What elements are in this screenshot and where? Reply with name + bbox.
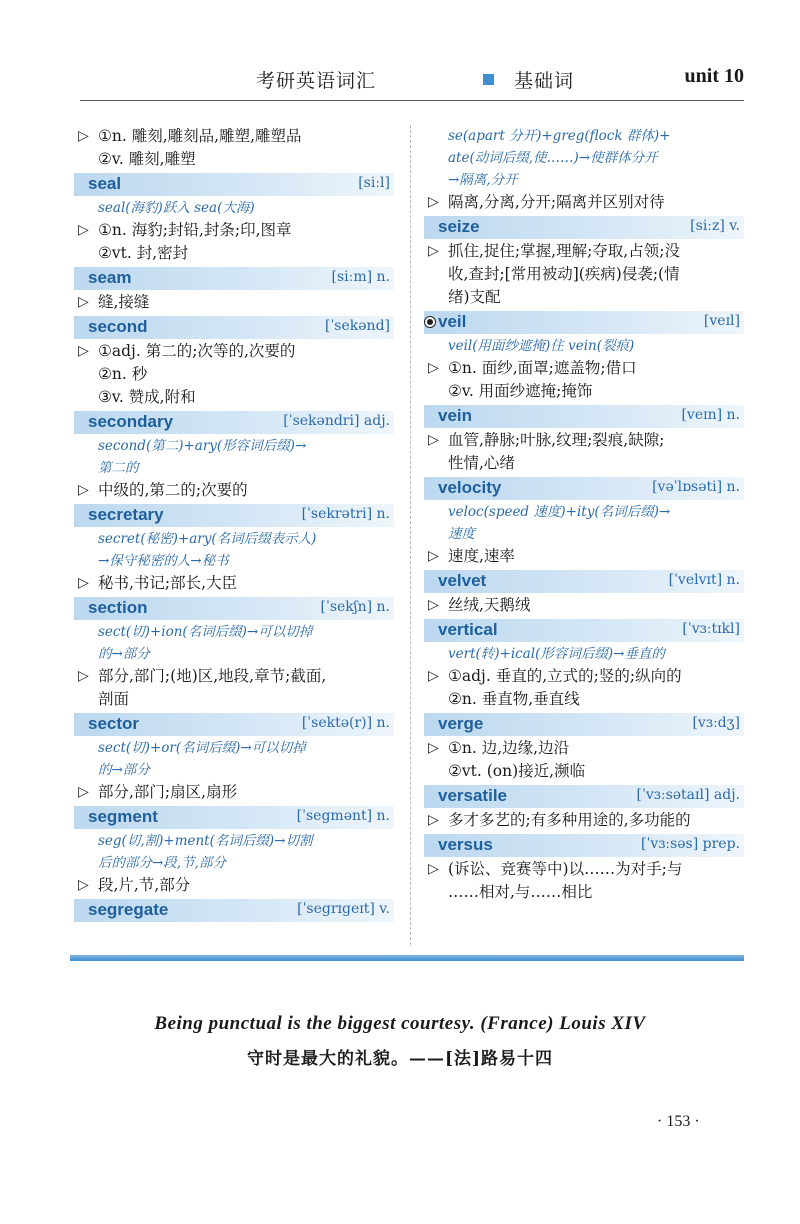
headword: verge xyxy=(438,714,484,733)
etymology xyxy=(74,737,394,781)
pronunciation: [ˈvɜːsəs] prep. xyxy=(641,836,740,852)
headword: segment xyxy=(88,807,158,826)
word-entry xyxy=(424,713,744,783)
definition-line: ②vt. (on)接近,濒临 xyxy=(448,762,586,780)
definition xyxy=(74,291,394,314)
triangle-icon: ▷ xyxy=(78,877,89,893)
pronunciation: [vɜːdʒ] xyxy=(692,715,740,731)
pronunciation: [ˈvelvɪt] n. xyxy=(668,572,740,588)
quote-chinese: 守时是最大的礼貌。——[法]路易十四 xyxy=(246,1049,554,1069)
definition-line: 性情,心绪 xyxy=(448,454,515,472)
continued-definition xyxy=(424,191,744,214)
headword: seal xyxy=(88,174,122,193)
word-entry xyxy=(74,597,394,711)
etymology-line: sect(切)+or(名词后缀)→可以切掉 xyxy=(98,740,306,756)
word-entry xyxy=(424,785,744,832)
headword-bar xyxy=(424,570,744,593)
pronunciation: [ˈsekʃn] n. xyxy=(320,599,390,615)
triangle-icon: ▷ xyxy=(428,812,439,828)
headword-bar xyxy=(424,477,744,500)
definition-line: 部分,部门;(地)区,地段,章节;截面, xyxy=(98,667,327,685)
etymology-line: secret(秘密)+ary(名词后缀表示人) xyxy=(98,531,317,547)
etymology xyxy=(74,621,394,665)
key-word-bullet-icon xyxy=(424,316,436,328)
triangle-icon: ▷ xyxy=(78,128,89,144)
word-entry xyxy=(74,267,394,314)
pronunciation: [veɪl] xyxy=(703,313,740,329)
word-entry xyxy=(74,713,394,804)
pronunciation: [siːm] n. xyxy=(331,269,390,285)
triangle-icon: ▷ xyxy=(78,482,89,498)
headword-bar xyxy=(74,411,394,434)
pronunciation: [siːl] xyxy=(358,175,390,191)
etymology-line: veil(用面纱遮掩)住 vein(裂痕) xyxy=(448,338,635,354)
definition-line: 秘书,书记;部长,大臣 xyxy=(98,574,238,592)
book-title: 考研英语词汇 xyxy=(256,70,377,92)
headword-bar xyxy=(424,834,744,857)
headword: seize xyxy=(438,217,480,236)
headword-bar xyxy=(74,267,394,290)
headword: secretary xyxy=(88,505,164,524)
word-entry xyxy=(424,405,744,475)
definition-line: 收,查封;[常用被动](疾病)侵袭;(情 xyxy=(448,265,680,283)
column-divider xyxy=(410,125,411,945)
headword: velocity xyxy=(438,478,502,497)
definition-line: 段,片,节,部分 xyxy=(98,876,191,894)
etymology-line: sect(切)+ion(名词后缀)→可以切掉 xyxy=(98,624,313,640)
definition-line: 缝,接缝 xyxy=(98,293,150,311)
definition-line: ……相对,与……相比 xyxy=(448,883,593,901)
definition-line: 速度,速率 xyxy=(448,547,515,565)
headword: second xyxy=(88,317,148,336)
headword: seam xyxy=(88,268,132,287)
definition-line: ①n. 雕刻,雕刻品,雕塑,雕塑品 xyxy=(98,127,302,145)
etymology-line: seg(切,割)+ment(名词后缀)→切割 xyxy=(98,833,313,849)
definition-line: 中级的,第二的;次要的 xyxy=(98,481,248,499)
triangle-icon: ▷ xyxy=(78,784,89,800)
etymology-line: vert(转)+ical(形容词后缀)→垂直的 xyxy=(448,646,665,662)
triangle-icon: ▷ xyxy=(428,740,439,756)
definition-line: ①n. 海豹;封铅,封条;印,图章 xyxy=(98,221,292,239)
triangle-icon: ▷ xyxy=(78,668,89,684)
bottom-rule xyxy=(70,955,744,961)
etymology xyxy=(424,501,744,545)
headword: segregate xyxy=(88,900,169,919)
definition xyxy=(74,479,394,502)
pronunciation: [ˈsekrətri] n. xyxy=(301,506,390,522)
definition-line: 部分,部门;扇区,扇形 xyxy=(98,783,238,801)
headword: sector xyxy=(88,714,140,733)
headword: secondary xyxy=(88,412,174,431)
headword: versus xyxy=(438,835,493,854)
pronunciation: [ˈsektə(r)] n. xyxy=(301,715,390,731)
etymology xyxy=(424,335,744,357)
etymology-line: 速度 xyxy=(448,526,475,542)
continued-definition xyxy=(74,125,394,171)
definition-line: ②v. 用面纱遮掩;掩饰 xyxy=(448,382,593,400)
pronunciation: [ˈsegrɪgeɪt] v. xyxy=(297,901,390,917)
definition-line: ②v. 雕刻,雕塑 xyxy=(98,150,196,168)
headword-bar xyxy=(74,316,394,339)
triangle-icon: ▷ xyxy=(78,343,89,359)
headword-bar xyxy=(424,785,744,808)
definition-line: ②vt. 封,密封 xyxy=(98,244,189,262)
definition-line: ①n. 面纱,面罩;遮盖物;借口 xyxy=(448,359,637,377)
page-header xyxy=(80,64,744,98)
etymology-line: ate(动词后缀,使……)→使群体分开 xyxy=(448,150,658,166)
word-entry xyxy=(74,504,394,595)
headword-bar xyxy=(74,899,394,922)
definition-line: ①n. 边,边缘,边沿 xyxy=(448,739,570,757)
definition-line: ①adj. 第二的;次等的,次要的 xyxy=(98,342,296,360)
headword-bar xyxy=(74,597,394,620)
headword: versatile xyxy=(438,786,507,805)
headword-bar xyxy=(424,405,744,428)
headword-bar xyxy=(74,713,394,736)
triangle-icon: ▷ xyxy=(428,548,439,564)
pronunciation: [ˈsegmənt] n. xyxy=(296,808,390,824)
etymology-line: seal(海豹)跃入 sea(大海) xyxy=(98,200,255,216)
definition xyxy=(424,429,744,475)
pronunciation: [ˈvɜːtɪkl] xyxy=(682,621,740,637)
etymology xyxy=(74,830,394,874)
pronunciation: [veɪn] n. xyxy=(681,407,740,423)
definition xyxy=(74,874,394,897)
triangle-icon: ▷ xyxy=(428,861,439,877)
pronunciation: [siːz] v. xyxy=(690,218,740,234)
definition xyxy=(424,737,744,783)
headword-bar xyxy=(74,504,394,527)
word-entry xyxy=(74,411,394,502)
headword: section xyxy=(88,598,148,617)
definition xyxy=(424,240,744,309)
continued-etymology xyxy=(424,125,744,191)
square-marker-icon xyxy=(483,74,494,85)
etymology xyxy=(74,197,394,219)
headword-bar xyxy=(424,713,744,736)
right-column xyxy=(424,125,744,905)
definition xyxy=(424,545,744,568)
headword: veil xyxy=(438,312,467,331)
etymology-line: second(第二)+ary(形容词后缀)→ xyxy=(98,438,307,454)
pronunciation: [ˈvɜːsətaɪl] adj. xyxy=(636,787,740,803)
definition-line: 血管,静脉;叶脉,纹理;裂痕,缺隙; xyxy=(448,431,665,449)
definition xyxy=(74,340,394,409)
definition xyxy=(424,357,744,403)
quote-english: Being punctual is the biggest courtesy. (France) Louis XIV xyxy=(154,1013,646,1034)
word-entry xyxy=(74,316,394,409)
definition-line: ②n. 秒 xyxy=(98,365,148,383)
word-entry xyxy=(424,477,744,568)
definition-line: 隔离,分离,分开;隔离并区别对待 xyxy=(448,193,665,211)
word-entry xyxy=(424,570,744,617)
word-entry xyxy=(74,899,394,922)
headword-bar xyxy=(424,619,744,642)
headword-bar xyxy=(424,311,744,334)
category-label: 基础词 xyxy=(514,70,575,92)
headword: velvet xyxy=(438,571,487,590)
definition-line: 抓住,捉住;掌握,理解;夺取,占领;没 xyxy=(448,242,680,260)
triangle-icon: ▷ xyxy=(428,597,439,613)
etymology-line: veloc(speed 速度)+ity(名词后缀)→ xyxy=(448,504,671,520)
etymology xyxy=(74,435,394,479)
headword: vertical xyxy=(438,620,498,639)
etymology-line: →保守秘密的人→秘书 xyxy=(98,553,229,569)
definition-line: 剖面 xyxy=(98,690,130,708)
triangle-icon: ▷ xyxy=(428,194,439,210)
definition-line: ①adj. 垂直的,立式的;竖的;纵向的 xyxy=(448,667,682,685)
triangle-icon: ▷ xyxy=(78,222,89,238)
word-entry xyxy=(74,806,394,897)
triangle-icon: ▷ xyxy=(78,575,89,591)
definition-line: 绪)支配 xyxy=(448,288,501,306)
header-rule xyxy=(80,100,744,101)
left-column xyxy=(74,125,394,923)
triangle-icon: ▷ xyxy=(428,432,439,448)
triangle-icon: ▷ xyxy=(428,360,439,376)
etymology-line: 第二的 xyxy=(98,460,139,476)
definition xyxy=(424,594,744,617)
etymology xyxy=(74,528,394,572)
triangle-icon: ▷ xyxy=(428,668,439,684)
word-entry xyxy=(424,834,744,904)
headword-bar xyxy=(424,216,744,239)
pronunciation: [ˈsekəndri] adj. xyxy=(283,413,390,429)
triangle-icon: ▷ xyxy=(78,294,89,310)
headword-bar xyxy=(74,806,394,829)
definition-line: 丝绒,天鹅绒 xyxy=(448,596,531,614)
definition xyxy=(424,858,744,904)
definition xyxy=(74,572,394,595)
definition xyxy=(74,781,394,804)
word-entry xyxy=(74,173,394,265)
definition xyxy=(424,809,744,832)
etymology xyxy=(424,643,744,665)
unit-label: unit 10 xyxy=(684,65,744,87)
definition-line: ③v. 赞成,附和 xyxy=(98,388,196,406)
etymology-line: 后的部分→段,节,部分 xyxy=(98,855,226,871)
pronunciation: [ˈsekənd] xyxy=(325,318,390,334)
definition xyxy=(424,665,744,711)
definition-line: (诉讼、竞赛等中)以……为对手;与 xyxy=(448,860,683,878)
triangle-icon: ▷ xyxy=(428,243,439,259)
page-number: · 153 · xyxy=(657,1113,700,1130)
word-entry xyxy=(424,311,744,403)
etymology-line: 的→部分 xyxy=(98,762,150,778)
definition-line: 多才多艺的;有多种用途的,多功能的 xyxy=(448,811,691,829)
definition-line: ②n. 垂直物,垂直线 xyxy=(448,690,580,708)
etymology-line: se(apart 分开)+greg(flock 群体)+ xyxy=(448,128,671,144)
headword-bar xyxy=(74,173,394,196)
etymology-line: 的→部分 xyxy=(98,646,150,662)
word-entry xyxy=(424,619,744,711)
etymology-line: →隔离,分开 xyxy=(448,172,518,188)
definition xyxy=(74,219,394,265)
word-entry xyxy=(424,216,744,309)
definition xyxy=(74,665,394,711)
pronunciation: [vəˈlɒsəti] n. xyxy=(652,479,740,495)
headword: vein xyxy=(438,406,473,425)
